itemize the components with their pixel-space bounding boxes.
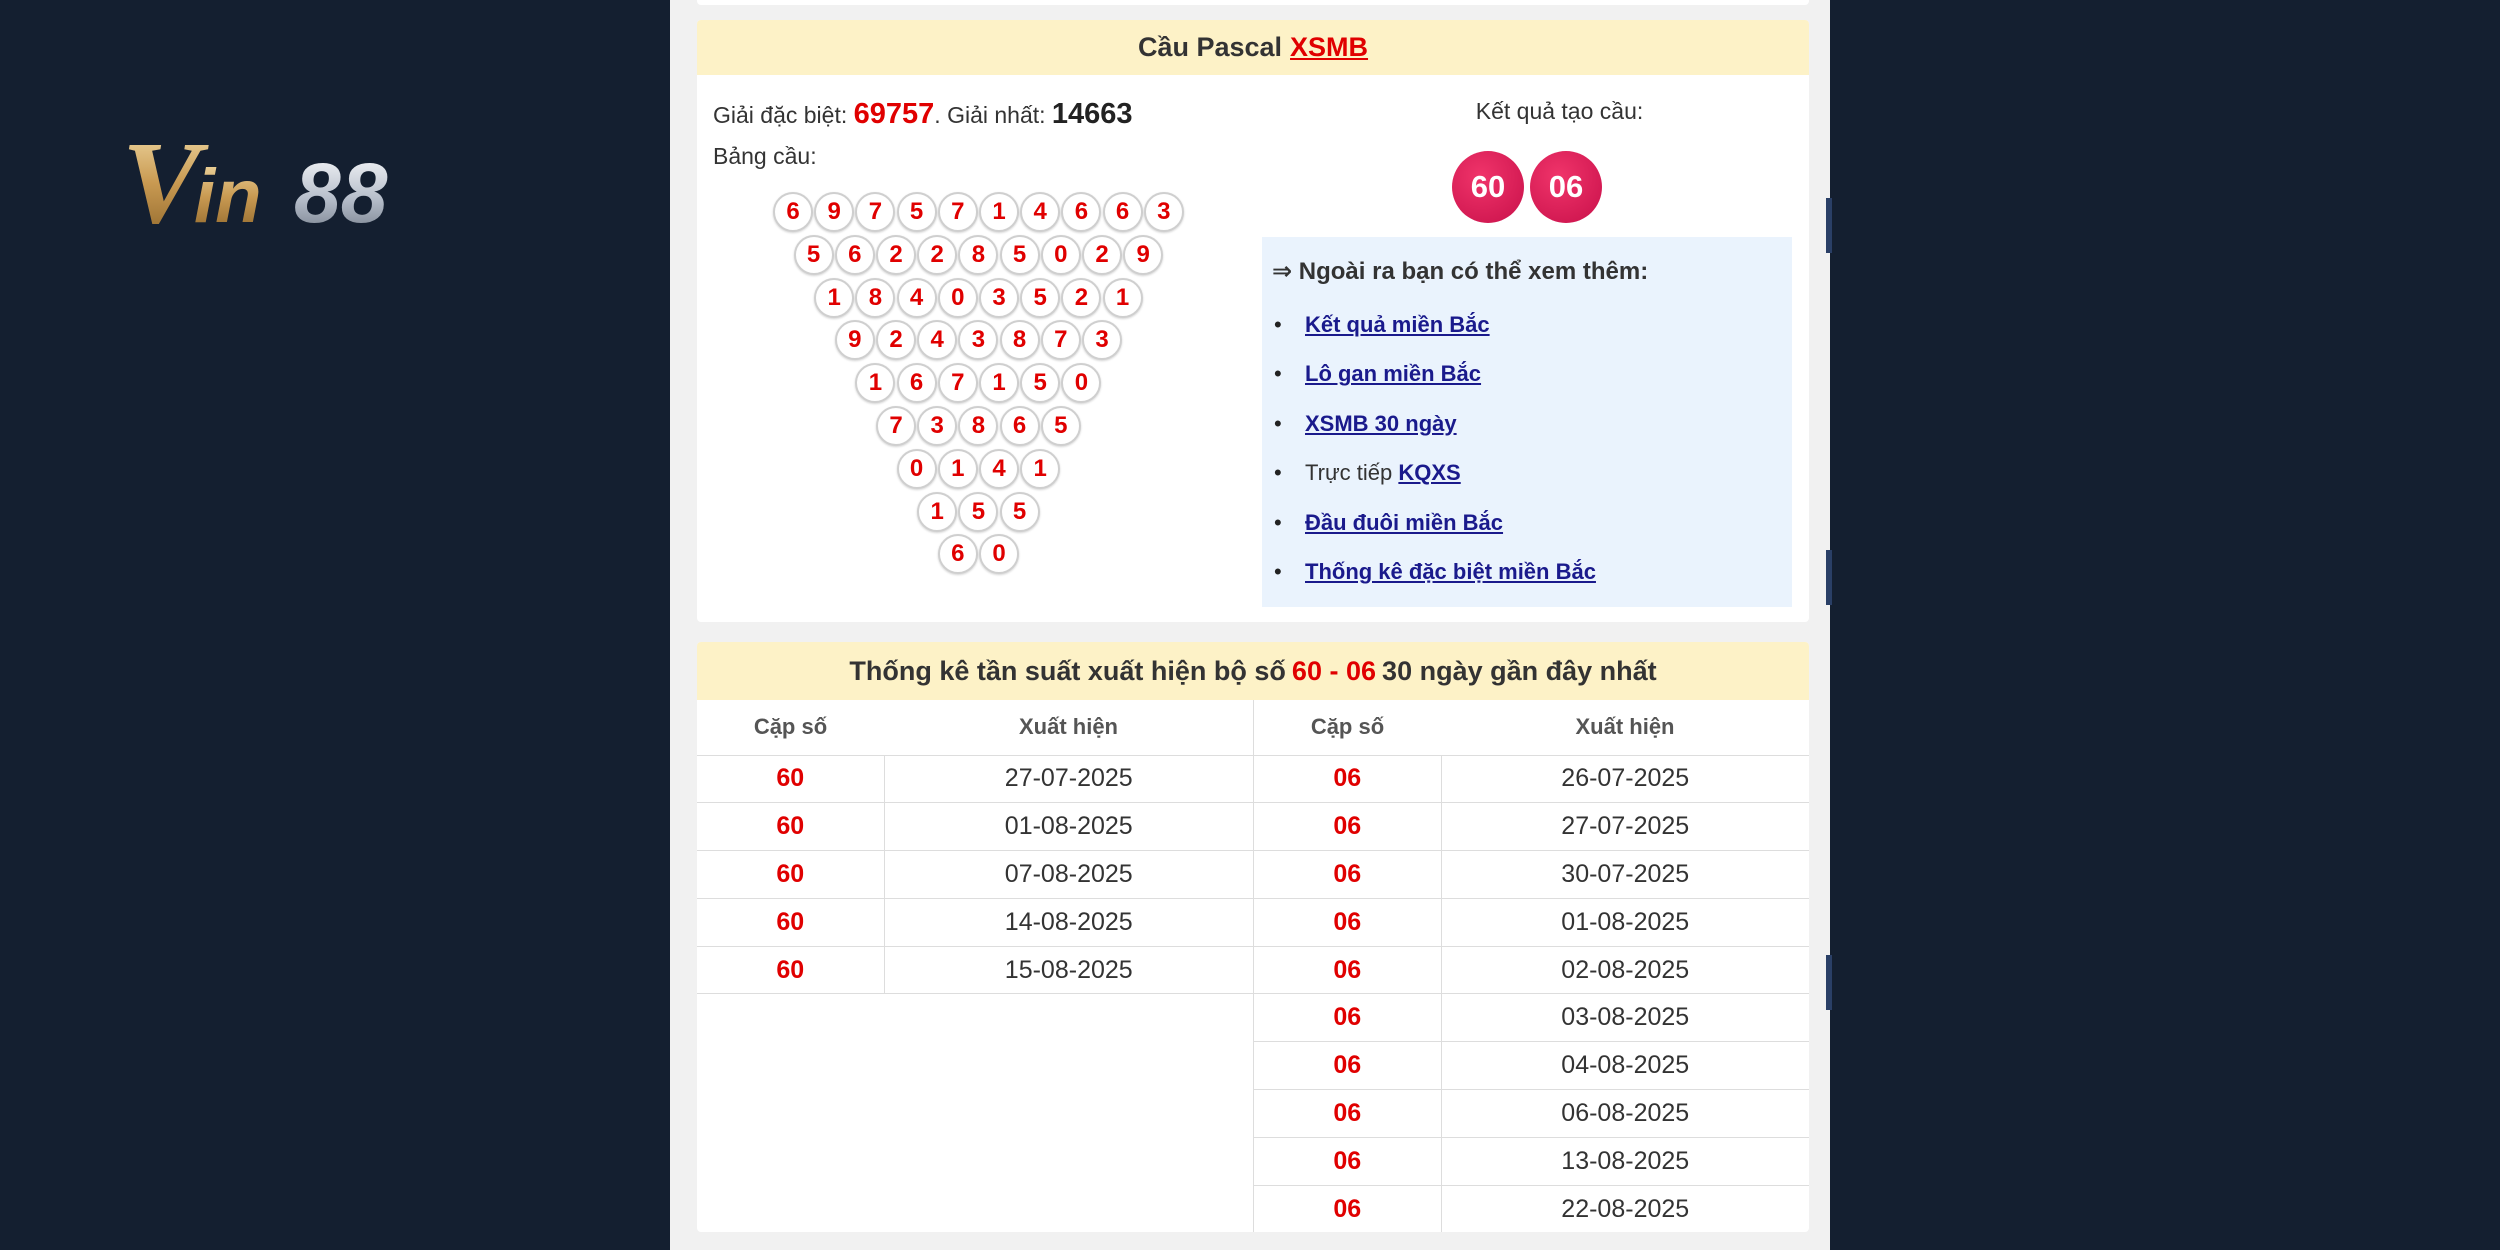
- pascal-digit: 8: [1000, 320, 1040, 360]
- table-row: [1254, 755, 1809, 803]
- pascal-digit: 5: [1020, 278, 1060, 318]
- xsmb-link[interactable]: XSMB: [1290, 32, 1369, 62]
- frequency-card-header: [697, 642, 1809, 700]
- date-cell: 27-07-2025: [1441, 803, 1809, 851]
- pascal-digit: 7: [938, 192, 978, 232]
- pascal-digit: 7: [876, 406, 916, 446]
- column-header-pair: Cặp số: [1254, 700, 1441, 755]
- pascal-digit: 5: [1020, 363, 1060, 403]
- pair-cell: 06: [1254, 946, 1441, 994]
- link-thong-ke-dac-biet[interactable]: Thống kê đặc biệt miền Bắc: [1305, 558, 1596, 584]
- link-xsmb-30-ngay[interactable]: XSMB 30 ngày: [1305, 410, 1457, 436]
- pair-cell: 06: [1254, 851, 1441, 899]
- frequency-card: [697, 642, 1809, 1232]
- frequency-table-60: [697, 700, 1253, 1232]
- pascal-digit: 2: [876, 235, 916, 275]
- date-cell: 15-08-2025: [884, 946, 1253, 994]
- date-cell: 26-07-2025: [1441, 755, 1809, 803]
- pascal-digit: 9: [835, 320, 875, 360]
- pascal-digit: 1: [855, 363, 895, 403]
- pascal-digit: 7: [938, 363, 978, 403]
- live-prefix: Trực tiếp: [1305, 460, 1399, 486]
- side-widget-tab[interactable]: [1826, 550, 1832, 605]
- special-prize-label: Giải đặc biệt:: [713, 102, 848, 128]
- pascal-digit: 3: [958, 320, 998, 360]
- result-ball: 06: [1530, 151, 1602, 223]
- table-label: Bảng cầu:: [713, 143, 817, 169]
- pair-cell: 06: [1254, 898, 1441, 946]
- pascal-digit: 1: [814, 278, 854, 318]
- pascal-digit: 1: [979, 192, 1019, 232]
- vin88-logo-icon: [122, 118, 482, 233]
- pascal-digit: 5: [1000, 235, 1040, 275]
- pascal-digit: 4: [979, 449, 1019, 489]
- pascal-digit: 1: [979, 363, 1019, 403]
- list-item: [1272, 448, 1782, 497]
- link-kqxs[interactable]: KQXS: [1398, 460, 1461, 486]
- pair-cell: 60: [697, 755, 884, 803]
- table-row: [1254, 994, 1809, 1042]
- pascal-digit: 6: [773, 192, 813, 232]
- side-widget-tab[interactable]: [1826, 955, 1832, 1010]
- column-header-seen: Xuất hiện: [1441, 700, 1809, 755]
- first-prize-value: 14663: [1051, 98, 1133, 130]
- pascal-digit: 0: [1041, 235, 1081, 275]
- pair-cell: 60: [697, 898, 884, 946]
- pascal-digit: 6: [1000, 406, 1040, 446]
- svg-text:88: 88: [294, 146, 388, 233]
- table-row: [1254, 1185, 1809, 1232]
- pascal-digit: 3: [1082, 320, 1122, 360]
- svg-text:V: V: [122, 118, 201, 233]
- pair-cell: 06: [1254, 1042, 1441, 1090]
- table-row: [1254, 803, 1809, 851]
- table-row: [697, 803, 1253, 851]
- link-dau-duoi-mien-bac[interactable]: Đầu đuôi miền Bắc: [1305, 509, 1504, 535]
- column-header-pair: Cặp số: [697, 700, 884, 755]
- pascal-digit: 1: [1020, 449, 1060, 489]
- pascal-digit: 5: [1041, 406, 1081, 446]
- table-row: [697, 755, 1253, 803]
- see-more-list: [1272, 300, 1782, 596]
- table-row: [1254, 851, 1809, 899]
- pascal-digit: 1: [1103, 278, 1143, 318]
- list-item: [1272, 300, 1782, 349]
- list-item: [1272, 547, 1782, 596]
- pascal-digit: 7: [1041, 320, 1081, 360]
- date-cell: 13-08-2025: [1441, 1137, 1809, 1185]
- list-item: [1272, 498, 1782, 547]
- date-cell: 03-08-2025: [1441, 994, 1809, 1042]
- first-prize-label: . Giải nhất:: [934, 102, 1046, 128]
- table-row: [1254, 946, 1809, 994]
- pascal-digit: 9: [1123, 235, 1163, 275]
- date-cell: 04-08-2025: [1441, 1042, 1809, 1090]
- pascal-digit: 8: [958, 235, 998, 275]
- list-item: [1272, 399, 1782, 448]
- pascal-digit: 5: [958, 492, 998, 532]
- side-widget-tab[interactable]: [1826, 198, 1832, 253]
- table-row: [1254, 1042, 1809, 1090]
- pascal-digit: 5: [1000, 492, 1040, 532]
- previous-card-bottom: [697, 0, 1809, 5]
- frequency-title-suffix: 30 ngày gần đây nhất: [1382, 655, 1657, 686]
- date-cell: 27-07-2025: [884, 755, 1253, 803]
- pair-cell: 60: [697, 803, 884, 851]
- pascal-card: [697, 20, 1809, 622]
- date-cell: 02-08-2025: [1441, 946, 1809, 994]
- pascal-digit: 5: [897, 192, 937, 232]
- column-header-seen: Xuất hiện: [884, 700, 1253, 755]
- pair-cell: 06: [1254, 755, 1441, 803]
- frequency-pair-a: 60 - 06: [1291, 655, 1377, 686]
- date-cell: 22-08-2025: [1441, 1185, 1809, 1232]
- pascal-digit: 4: [1020, 192, 1060, 232]
- pair-cell: 06: [1254, 1137, 1441, 1185]
- pascal-digit: 8: [855, 278, 895, 318]
- date-cell: 07-08-2025: [884, 851, 1253, 899]
- vin88-logo[interactable]: [122, 118, 482, 233]
- result-ball: 60: [1452, 151, 1524, 223]
- pascal-triangle: [697, 20, 1257, 622]
- result-label: Kết quả tạo cầu:: [1475, 98, 1644, 124]
- pascal-digit: 0: [897, 449, 937, 489]
- date-cell: 01-08-2025: [884, 803, 1253, 851]
- pascal-digit: 3: [917, 406, 957, 446]
- pair-cell: 06: [1254, 1185, 1441, 1232]
- pair-cell: 60: [697, 946, 884, 994]
- frequency-title-prefix: Thống kê tần suất xuất hiện bộ số: [849, 655, 1286, 686]
- table-row: [697, 851, 1253, 899]
- pascal-digit: 2: [1061, 278, 1101, 318]
- pascal-digit: 0: [938, 278, 978, 318]
- pascal-digit: 2: [917, 235, 957, 275]
- date-cell: 14-08-2025: [884, 898, 1253, 946]
- pascal-digit: 6: [1103, 192, 1143, 232]
- table-row: [697, 898, 1253, 946]
- see-more-box: [1262, 237, 1792, 607]
- pascal-digit: 2: [876, 320, 916, 360]
- pascal-digit: 4: [897, 278, 937, 318]
- frequency-table-06: [1253, 700, 1809, 1232]
- pascal-digit: 0: [979, 534, 1019, 574]
- svg-text:in: in: [194, 154, 262, 233]
- link-ket-qua-mien-bac[interactable]: Kết quả miền Bắc: [1305, 312, 1490, 337]
- pascal-digit: 3: [1144, 192, 1184, 232]
- pascal-digit: 3: [979, 278, 1019, 318]
- pascal-digit: 6: [897, 363, 937, 403]
- pair-cell: 60: [697, 851, 884, 899]
- link-lo-gan-mien-bac[interactable]: Lô gan miền Bắc: [1305, 361, 1482, 387]
- see-more-title: ⇒ Ngoài ra bạn có thể xem thêm:: [1272, 258, 1649, 285]
- table-row: [1254, 1137, 1809, 1185]
- list-item: [1272, 349, 1782, 398]
- pascal-digit: 4: [917, 320, 957, 360]
- pascal-digit: 1: [938, 449, 978, 489]
- date-cell: 30-07-2025: [1441, 851, 1809, 899]
- pair-cell: 06: [1254, 803, 1441, 851]
- pascal-digit: 0: [1061, 363, 1101, 403]
- pascal-digit: 6: [1061, 192, 1101, 232]
- pair-cell: 06: [1254, 994, 1441, 1042]
- pascal-digit: 7: [855, 192, 895, 232]
- pascal-digit: 1: [917, 492, 957, 532]
- table-row: [1254, 898, 1809, 946]
- pascal-digit: 9: [814, 192, 854, 232]
- date-cell: 06-08-2025: [1441, 1090, 1809, 1138]
- pascal-title: Cầu Pascal: [1137, 32, 1283, 62]
- pascal-digit: 6: [938, 534, 978, 574]
- table-row: [697, 946, 1253, 994]
- date-cell: 01-08-2025: [1441, 898, 1809, 946]
- pascal-digit: 8: [958, 406, 998, 446]
- pascal-digit: 5: [794, 235, 834, 275]
- pair-cell: 06: [1254, 1090, 1441, 1138]
- table-row: [1254, 1090, 1809, 1138]
- special-prize-value: 69757: [853, 98, 935, 130]
- pascal-digit: 2: [1082, 235, 1122, 275]
- pascal-digit: 6: [835, 235, 875, 275]
